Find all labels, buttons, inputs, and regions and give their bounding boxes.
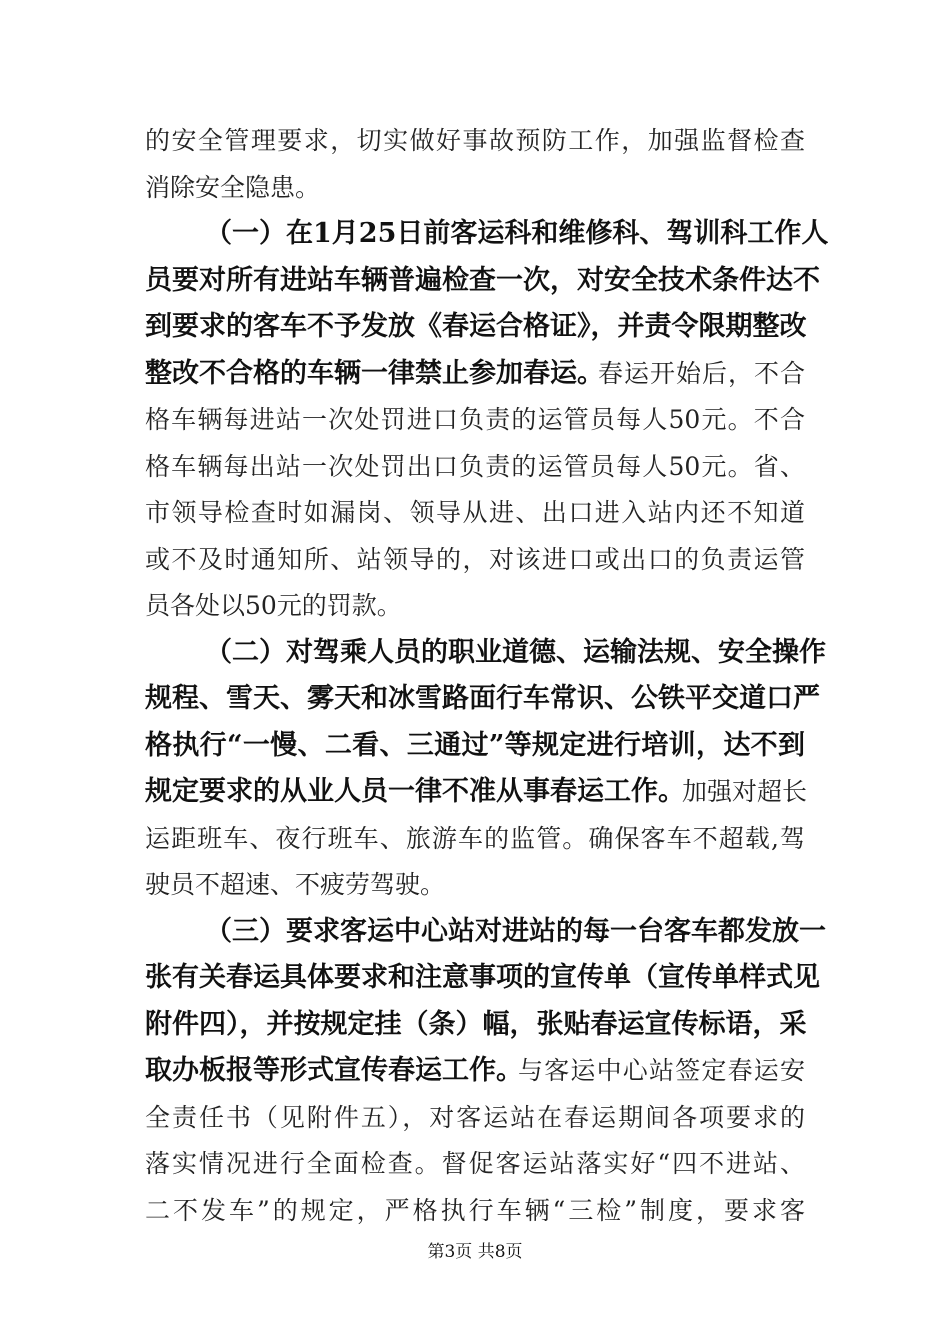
text-line: （一）在1月25日前客运科和维修科、驾训科工作人: [205, 218, 829, 249]
text-line: 运距班车、夜行班车、旅游车的监管。确保客车不超载,驾: [145, 824, 805, 853]
text-line: 规定要求的从业人员一律不准从事春运工作。: [145, 776, 685, 807]
text-line: 消除安全隐患。: [145, 173, 321, 202]
text-line: 格车辆每出站一次处罚出口负责的运管员每人50元。省、: [145, 452, 805, 481]
text-line: 取办板报等形式宣传春运工作。: [145, 1055, 523, 1086]
text-line: 市领导检查时如漏岗、领导从进、出口进入站内还不知道: [145, 498, 805, 527]
text-line: 落实情况进行全面检查。督促客运站落实好“四不进站、: [145, 1149, 805, 1178]
text-line: 整改不合格的车辆一律禁止参加春运。: [145, 358, 604, 389]
text-line: 春运开始后，不合: [598, 359, 805, 388]
text-line: （三）要求客运中心站对进站的每一台客车都发放一: [205, 916, 826, 947]
text-line: 张有关春运具体要求和注意事项的宣传单（宣传单样式见: [145, 962, 820, 993]
text-line: 格执行“一慢、二看、三通过”等规定进行培训，达不到: [145, 730, 805, 761]
text-line: 与客运中心站签定春运安: [518, 1056, 805, 1085]
page-footer: 第3页 共8页: [427, 1242, 523, 1262]
text-line: 的安全管理要求，切实做好事故预防工作，加强监督检查: [145, 126, 805, 155]
text-line: （二）对驾乘人员的职业道德、运输法规、安全操作: [205, 637, 826, 668]
text-line: 全责任书（见附件五），对客运站在春运期间各项要求的: [145, 1103, 805, 1132]
text-line: 或不及时通知所、站领导的，对该进口或出口的负责运管: [145, 545, 805, 574]
text-line: 到要求的客车不予发放《春运合格证》，并责令限期整改: [145, 311, 807, 342]
text-line: 附件四），并按规定挂（条）幅，张贴春运宣传标语，采: [145, 1009, 807, 1040]
text-line: 二不发车”的规定，严格执行车辆“三检”制度，要求客: [145, 1196, 805, 1225]
text-line: 格车辆每进站一次处罚进口负责的运管员每人50元。不合: [145, 405, 805, 434]
text-line: 规程、雪天、雾天和冰雪路面行车常识、公铁平交道口严: [145, 683, 820, 714]
text-line: 驶员不超速、不疲劳驾驶。: [145, 870, 446, 899]
text-line: 员要对所有进站车辆普遍检查一次，对安全技术条件达不: [145, 265, 820, 296]
text-line: 加强对超长: [682, 777, 808, 806]
text-line: 员各处以50元的罚款。: [145, 591, 402, 620]
